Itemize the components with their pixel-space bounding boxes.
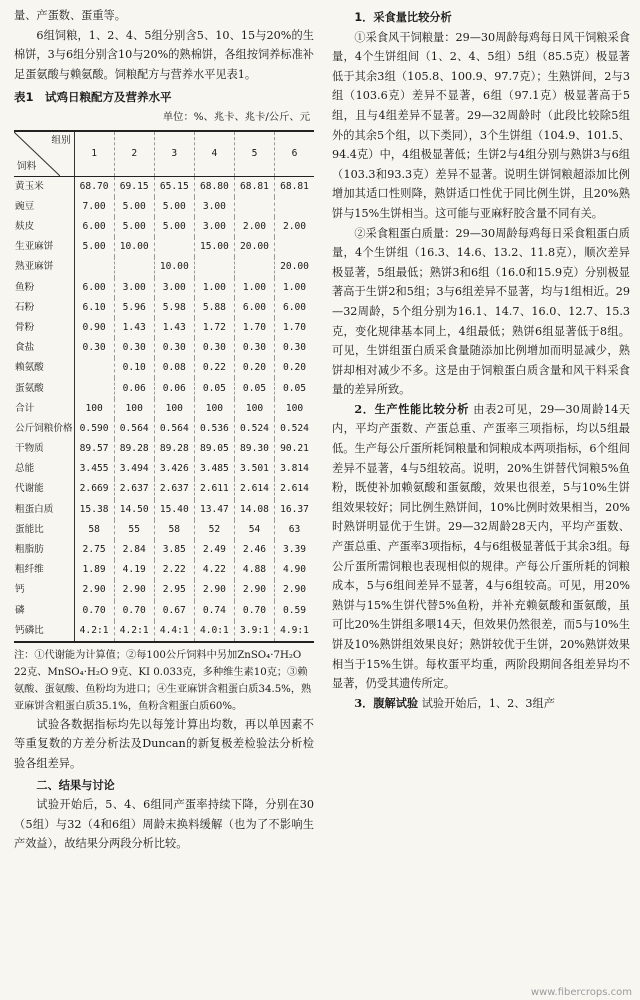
table-cell: 68.81 [234,176,274,197]
table-cell: 10.00 [114,237,154,257]
left-column [14,6,314,854]
table-cell [194,257,234,277]
table-cell: 2.22 [154,560,194,580]
table-cell: 4.2:1 [74,621,114,642]
table-cell: 0.06 [114,378,154,398]
table-cell: 20.00 [280,261,309,273]
table-cell: 100 [285,402,304,414]
table-cell: 0.30 [154,338,194,358]
table-row [14,257,314,277]
table-cell: 3.00 [154,278,194,298]
trial-text: 试验开始后，1、2、3组产 [421,696,555,710]
row-label: 食盐 [14,338,74,358]
table-cell: 89.28 [114,439,154,459]
table-cell: 4.4:1 [154,621,194,642]
table-cell: 0.59 [282,604,307,616]
table-cell: 20.00 [234,237,274,257]
table-row [14,540,314,560]
table-cell: 15.38 [74,500,114,520]
table-cell: 5.98 [154,298,194,318]
right-para-2: ②采食粗蛋白质量：29—30周龄每鸡每日采食粗蛋白质量，4个生饼组（16.3、14.6、13.2、11.8克），顺次差异极显著，5组最低；熟饼3和6组（16.0和15.9克）分别极显著高于生饼2和5组；3与6组差异不显著，均与1组相近。29—32周龄，5个组分别为16.1、14.7、16.0、12.7、15.3克，变化规律基本同上，4组最低；熟饼6组显著低于8组。可见，生饼组蛋白质采食量随添加比例增加而明显减少，熟饼却相对减少不多。这是由于饲粮蛋白质含量和风干料采食量的差异所致。 [332,226,630,397]
table-cell: 5.00 [74,237,114,257]
row-label: 蛋能比 [14,520,74,540]
table-row [14,237,314,257]
table-cell [234,257,274,277]
table-cell: 6.00 [74,217,114,237]
table-row [14,278,314,298]
table-cell: 89.05 [194,439,234,459]
table-cell: 13.47 [194,500,234,520]
left-para-1: 6组饲粮，1、2、4、5组分别含5、10、15与20%的生棉饼，3与6组分别含10与20%的熟棉饼，各组按饲养标准补足蛋氨酸与赖氨酸。饲粮配方与营养水平见表1。 [14,28,314,81]
right-para-4 [332,694,630,714]
table-row [14,338,314,358]
right-para-1: ①采食风干饲粮量：29—30周龄每鸡每日风干饲粮采食量，4个生饼组间（1、2、4、5组）5组（85.5克）极显著低于其余3组（105.8、100.9、97.7克）；生熟饼间，2与3组（103.6克）差异不显著，6组（97.1克）极显著高于5组，且与4组差异不显著。29—32周龄时（此段比较除5组外的其余5个组，以下类同），3个生饼组（104.9、101.5、94.4克）中，4组极显著低；生饼2与4组分别与熟饼3与6组（103.3和93.3克）差异不显著。说明生饼饲粮超添加比例增加其适口性则降，熟饼适口性优于同比例生饼，且20%熟饼与15%生饼相当。这可能与亚麻籽胶含量不同有关。 [332,30,630,220]
table-cell [114,257,154,277]
table-cell: 0.06 [154,378,194,398]
table-cell: 0.74 [194,601,234,621]
table-cell: 90.21 [280,443,309,455]
table-cell: 68.81 [280,180,309,192]
table-cell: 6.00 [234,298,274,318]
table-cell: 100 [234,399,274,419]
performance-text: 由表2可见，29—30周龄14天内，平均产蛋数、产蛋总重、产蛋率三项指标，均以5组最低。生产每公斤蛋所耗饲粮量和饲粮成本两项指标，6个组间差异不显著，4与5组较高。说明，20%生饼替代饲粮5%鱼粉，既使补加赖氨酸和蛋氨酸，效果也很差，5与10%生饼组效果较好；同比例生熟饼间，10%比例时效果相当，20%时熟饼明显优于生饼。29—32周龄28天内，平均产蛋数、产蛋总重、产蛋率3项指标，4与6组极显著低于其余3组。每公斤蛋所需饲粮也表现相似的规律。产每公斤蛋所耗的饲粮成本，5与6组间差异不显著，4与6组较高。可见，用20%熟饼与15%生饼代替5%鱼粉，并补充赖氨酸和蛋氨酸，虽可比20%生饼组多喂14天，但效果仍然很差，而5与10%生饼及10%熟饼组效果良好；熟饼较优于生饼，20%熟饼效果相当于15%生饼。每枚蛋平均重，两阶段期间各组差异均不显著，仍受其遗传所定。 [332,402,630,691]
row-label: 钙磷比 [14,621,74,642]
table-corner-cell [14,131,74,177]
table-cell: 5.00 [114,197,154,217]
table-cell: 4.22 [194,560,234,580]
table-cell: 3.426 [154,459,194,479]
table-unit: 单位：%、兆卡、兆卡/公斤、元 [162,110,310,123]
table-row [14,399,314,419]
row-label: 粗纤维 [14,560,74,580]
table-cell: 4.2:1 [114,621,154,642]
heading-intake: 1．采食量比较分析 [354,11,452,24]
table-row [14,358,314,378]
table-cell: 5.00 [114,217,154,237]
table-cell: 1.00 [282,281,307,293]
table-cell: 2.49 [194,540,234,560]
table-cell: 4.0:1 [194,621,234,642]
table-cell: 0.22 [194,358,234,378]
table-cell: 4.88 [234,560,274,580]
table-cell: 6.00 [74,278,114,298]
table-cell: 89.30 [234,439,274,459]
table-row [14,217,314,237]
table-cell: 0.564 [154,419,194,439]
table-cell: 0.30 [194,338,234,358]
table-cell [275,237,314,257]
table-cell: 0.05 [194,378,234,398]
table-cell: 0.30 [74,338,114,358]
table-cell: 5.88 [194,298,234,318]
table-cell: 68.70 [74,176,114,197]
row-label: 钙 [14,580,74,600]
corner-feed-label: 饲料 [17,160,37,172]
table-cell: 2.90 [194,580,234,600]
table-cell: 5.96 [114,298,154,318]
row-label: 蛋氨酸 [14,378,74,398]
table-cell [74,257,114,277]
table-cell: 2.614 [234,479,274,499]
table-cell: 0.536 [194,419,234,439]
table-cell: 2.669 [74,479,114,499]
row-label: 磷 [14,601,74,621]
table-row [14,500,314,520]
table-cell: 2.611 [194,479,234,499]
group-header-5: 5 [234,131,274,177]
table-row [14,439,314,459]
group-header-1: 1 [74,131,114,177]
row-label: 公斤饲粮价格 [14,419,74,439]
table-cell: 0.20 [234,358,274,378]
table-cell: 100 [74,399,114,419]
table-cell: 0.08 [154,358,194,378]
table-cell: 58 [154,520,194,540]
table-row [14,560,314,580]
table-cell: 54 [234,520,274,540]
table-row [14,520,314,540]
left-para-0: 量、产蛋数、蛋重等。 [14,9,126,22]
table-cell: 52 [194,520,234,540]
table-cell: 2.90 [282,584,307,596]
table-row [14,378,314,398]
table-header-row [14,131,314,177]
table-cell: 0.90 [74,318,114,338]
row-label: 豌豆 [14,197,74,217]
table-cell: 89.28 [154,439,194,459]
section-heading-results: 二、结果与讨论 [36,778,115,792]
table-cell [154,237,194,257]
table-cell: 1.43 [114,318,154,338]
table-cell [234,197,274,217]
right-para-3 [332,400,630,694]
table-cell: 3.85 [154,540,194,560]
table-cell: 2.84 [114,540,154,560]
corner-group-label: 组别 [51,134,71,146]
table-cell: 68.80 [194,176,234,197]
group-header-2: 2 [114,131,154,177]
table-cell: 1.72 [194,318,234,338]
heading-trial: 3．腹解试验 [354,695,419,710]
table-cell: 3.485 [194,459,234,479]
table-cell: 6.10 [74,298,114,318]
row-label: 总能 [14,459,74,479]
row-label: 粗蛋白质 [14,500,74,520]
table-row [14,176,314,197]
table-cell: 2.637 [154,479,194,499]
table-row [14,298,314,318]
table-cell: 1.89 [74,560,114,580]
table-cell: 65.15 [154,176,194,197]
group-header-3: 3 [154,131,194,177]
table-row [14,601,314,621]
table-row [14,459,314,479]
diet-table [14,130,314,643]
table-cell: 0.524 [234,419,274,439]
table-cell: 3.9:1 [234,621,274,642]
table-cell: 0.30 [114,338,154,358]
table-cell: 3.00 [114,278,154,298]
table-cell: 0.30 [282,342,307,354]
table-row [14,419,314,439]
table-cell: 3.00 [194,197,234,217]
table-cell: 14.50 [114,500,154,520]
table-cell: 0.70 [114,601,154,621]
table-cell: 3.00 [194,217,234,237]
table-cell: 1.70 [282,321,307,333]
table-cell: 0.564 [114,419,154,439]
row-label: 熟亚麻饼 [14,257,74,277]
table-cell: 2.90 [234,580,274,600]
table-cell: 1.00 [234,278,274,298]
table-cell: 100 [114,399,154,419]
table-title: 表1 试鸡日粮配方及营养水平 [14,90,172,105]
table-cell: 2.46 [234,540,274,560]
table-cell [74,358,114,378]
table-cell: 0.10 [114,358,154,378]
row-label: 粗脂肪 [14,540,74,560]
table-cell: 3.455 [74,459,114,479]
row-label: 石粉 [14,298,74,318]
table-cell: 3.39 [282,544,307,556]
table-cell: 10.00 [154,257,194,277]
table-cell: 58 [74,520,114,540]
table-cell: 2.90 [74,580,114,600]
heading-performance: 2．生产性能比较分析 [354,401,470,416]
table-cell: 1.00 [194,278,234,298]
table-cell: 0.05 [234,378,274,398]
row-label: 赖氨酸 [14,358,74,378]
table-row [14,479,314,499]
row-label: 合计 [14,399,74,419]
table-cell: 4.9:1 [275,621,314,642]
table-cell: 0.05 [282,382,307,394]
right-column [332,6,630,713]
table-cell: 7.00 [74,197,114,217]
table-cell: 2.90 [114,580,154,600]
table-row [14,621,314,642]
table-cell: 0.20 [282,362,307,374]
table-cell: 89.57 [74,439,114,459]
row-label: 代谢能 [14,479,74,499]
table-cell: 63 [288,523,301,535]
table-cell: 1.43 [154,318,194,338]
left-para-2: 试验各数据指标均先以每笼计算出均数，再以单因素不等重复数的方差分析法及Duncan的新复极差检验法分析检验各组差异。 [14,717,314,771]
table-cell: 69.15 [114,176,154,197]
table-cell [74,378,114,398]
table-cell: 0.70 [74,601,114,621]
table-cell: 16.37 [280,503,309,515]
table-cell: 2.614 [280,483,309,495]
table-cell: 2.637 [114,479,154,499]
table-cell: 14.08 [234,500,274,520]
table-cell: 15.00 [194,237,234,257]
row-label: 黄玉米 [14,176,74,197]
table-cell: 1.70 [234,318,274,338]
table-cell: 5.00 [154,197,194,217]
group-header-4: 4 [194,131,234,177]
group-header-6: 6 [275,131,314,177]
table-cell: 3.814 [280,463,309,475]
table-cell: 100 [194,399,234,419]
left-para-3: 试验开始后，5、4、6组同产蛋率持续下降，分别在30（5组）与32（4和6组）周龄末换料缓解（也为了不影响生产效益），故结果分两段分析比较。 [14,798,314,851]
table-cell: 2.00 [282,221,307,233]
table-cell: 0.524 [280,422,309,434]
table-cell: 4.90 [282,564,307,576]
row-label: 骨粉 [14,318,74,338]
table-cell: 0.67 [154,601,194,621]
row-label: 干物质 [14,439,74,459]
table-note: 注：①代谢能为计算值；②每100公斤饲料中另加ZnSO₄·7H₂O 22克、MnSO₄·H₂O 9克、KI 0.033克，多种维生素10克；③赖氨酸、蛋氨酸、鱼粉均为进口；④生亚麻饼含粗蛋白质34.5%，熟亚麻饼含粗蛋白质35.1%，鱼粉含粗蛋白质60%。 [14,649,312,712]
table-cell: 0.590 [74,419,114,439]
table-row [14,580,314,600]
table-cell: 15.40 [154,500,194,520]
row-label: 鱼粉 [14,278,74,298]
table-cell: 2.95 [154,580,194,600]
row-label: 麸皮 [14,217,74,237]
table-cell [275,197,314,217]
table-cell: 2.75 [74,540,114,560]
table-cell: 5.00 [154,217,194,237]
table-row [14,197,314,217]
table-cell: 0.70 [234,601,274,621]
table-cell: 100 [154,399,194,419]
table-cell: 3.494 [114,459,154,479]
table-cell: 3.501 [234,459,274,479]
table-cell: 6.00 [282,301,307,313]
row-label: 生亚麻饼 [14,237,74,257]
table-row [14,318,314,338]
table-cell: 4.19 [114,560,154,580]
table-cell: 0.30 [234,338,274,358]
table-cell: 55 [114,520,154,540]
watermark: www.fibercrops.com [530,987,632,998]
table-cell: 2.00 [234,217,274,237]
